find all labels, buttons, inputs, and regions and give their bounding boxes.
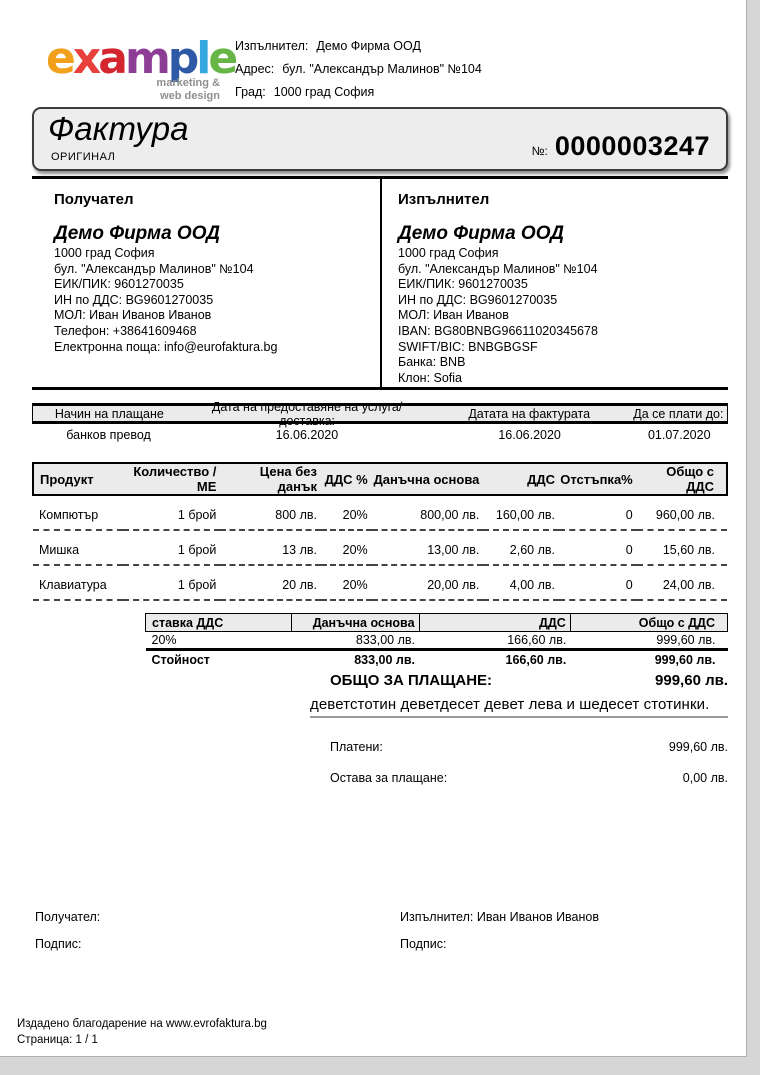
supplier-detail-line: IBAN: BG80BNBG96611020345678: [398, 323, 598, 338]
due-value: 0,00 лв.: [682, 771, 728, 785]
payment-header-cell: Да се плати до:: [633, 406, 724, 421]
item-cell: 1 брой: [123, 565, 220, 600]
amount-in-words: деветстотин деветдесет девет лева и шедесет стотинки.: [310, 696, 728, 718]
grand-total-row: [310, 672, 728, 689]
invoice-banner: [32, 107, 728, 171]
item-cell: 13,00 лв.: [372, 530, 484, 565]
paid-label: Платени:: [330, 740, 383, 754]
item-cell: Мишка: [33, 530, 123, 565]
vat-total-cell: 999,60 лв.: [654, 653, 716, 668]
supplier-signature: [400, 911, 599, 965]
supplier-signature-person: Иван Иванов Иванов: [476, 910, 600, 924]
vat-total-row: [146, 650, 728, 670]
supplier-signature-label: Подпис:: [400, 937, 447, 951]
supplier-name-value: Демо Фирма ООД: [316, 39, 421, 53]
supplier-address-value: бул. "Александър Малинов" №104: [282, 62, 482, 76]
vat-cell: 833,00 лв.: [291, 632, 419, 650]
supplier-city-value: 1000 град София: [273, 85, 375, 99]
items-header-cell: ДДС %: [321, 463, 372, 495]
vat-cell: 20%: [146, 632, 292, 650]
invoice-title: Фактура: [48, 110, 189, 147]
recipient-details: [54, 246, 277, 355]
recipient-detail-line: Телефон: +38641609468: [54, 323, 197, 338]
recipient-detail-line: ИН по ДДС: BG9601270035: [54, 292, 214, 307]
recipient-heading: Получател: [54, 191, 134, 208]
vat-total-cell: 833,00 лв.: [354, 653, 416, 668]
item-cell: Компютър: [33, 495, 123, 530]
vat-cell: 166,60 лв.: [419, 632, 570, 650]
supplier-signature-role: Изпълнител:: [400, 910, 474, 924]
paid-value: 999,60 лв.: [668, 740, 728, 754]
recipient-detail-line: МОЛ: Иван Иванов Иванов: [54, 308, 212, 323]
parties-divider: [380, 179, 382, 387]
item-cell: 20%: [321, 565, 372, 600]
payment-info-table: [32, 399, 728, 445]
company-logo: [46, 33, 236, 103]
vat-total-cell: 166,60 лв.: [505, 653, 567, 668]
items-header-row: [33, 463, 727, 495]
vat-total-cell: Стойност: [151, 653, 210, 668]
grand-total-label: ОБЩО ЗА ПЛАЩАНЕ:: [330, 672, 493, 689]
party-supplier: [398, 191, 598, 386]
item-cell: 20%: [321, 530, 372, 565]
item-cell: 15,60 лв.: [637, 530, 727, 565]
items-header-cell: Продукт: [33, 463, 123, 495]
supplier-heading: Изпълнител: [398, 191, 490, 208]
payment-header-cell: Датата на фактурата: [468, 406, 591, 421]
due-row: [310, 771, 728, 785]
invoice-copy-type: ОРИГИНАЛ: [51, 151, 116, 163]
supplier-name-row: [235, 40, 482, 53]
items-table: [32, 462, 728, 601]
invoice-number-label: №:: [531, 144, 548, 158]
supplier-summary: [235, 40, 482, 109]
supplier-detail-line: Банка: BNB: [398, 355, 466, 370]
item-cell: 0: [559, 530, 637, 565]
items-header-cell: Общо с ДДС: [637, 463, 727, 495]
vat-header-cell: Данъчна основа: [291, 614, 419, 632]
item-row: [33, 495, 727, 530]
supplier-city-label: Град:: [235, 85, 266, 99]
party-recipient: [54, 191, 277, 355]
supplier-detail-line: ИН по ДДС: BG9601270035: [398, 292, 558, 307]
items-header-cell: Количество / МЕ: [123, 463, 220, 495]
grand-total-value: 999,60 лв.: [655, 672, 728, 689]
item-cell: 13 лв.: [220, 530, 321, 565]
recipient-signature: [35, 911, 100, 965]
totals-section: [310, 672, 728, 785]
item-cell: 800 лв.: [220, 495, 321, 530]
payment-delivery-date: 16.06.2020: [275, 427, 339, 442]
recipient-detail-line: Електронна поща: info@eurofaktura.bg: [54, 339, 278, 354]
payment-method-value: банков превод: [66, 427, 151, 442]
vat-header-row: [146, 614, 728, 632]
supplier-address-row: [235, 63, 482, 76]
supplier-city-row: [235, 86, 482, 99]
invoice-number: 0000003247: [554, 131, 710, 161]
payment-due-date: 01.07.2020: [647, 427, 711, 442]
supplier-signature-name: [400, 911, 599, 924]
item-cell: Клавиатура: [33, 565, 123, 600]
recipient-detail-line: 1000 град София: [54, 246, 155, 260]
supplier-company-name: Демо Фирма ООД: [398, 223, 564, 244]
supplier-detail-line: 1000 град София: [398, 246, 499, 260]
page-footer: [17, 1017, 267, 1048]
recipient-signature-label: Подпис:: [35, 937, 82, 951]
payment-header-cell: Начин на плащане: [54, 406, 164, 421]
payment-invoice-date: 16.06.2020: [498, 427, 561, 442]
item-cell: 800,00 лв.: [372, 495, 484, 530]
payment-header-row: [32, 399, 728, 428]
payment-value-row: [32, 424, 728, 445]
item-row: [33, 530, 727, 565]
item-cell: 4,00 лв.: [483, 565, 559, 600]
vat-cell: 999,60 лв.: [570, 632, 727, 650]
item-cell: 20,00 лв.: [372, 565, 484, 600]
item-row: [33, 565, 727, 600]
logo-tagline-line2: web design: [160, 90, 220, 102]
supplier-detail-line: SWIFT/BIC: BNBGBGSF: [398, 339, 538, 354]
vat-header-cell: ДДС: [419, 614, 570, 632]
vat-rate-row: [146, 632, 728, 650]
items-header-cell: Отстъпка%: [559, 463, 637, 495]
item-cell: 20%: [321, 495, 372, 530]
supplier-address-label: Адрес:: [235, 62, 275, 76]
logo-tagline-line1: marketing &: [156, 77, 220, 89]
item-cell: 960,00 лв.: [637, 495, 727, 530]
logo-wordmark: example: [46, 33, 236, 84]
invoice-number-group: [532, 131, 710, 162]
item-cell: 0: [559, 565, 637, 600]
parties-section: [32, 179, 728, 390]
item-cell: 1 брой: [123, 530, 220, 565]
due-label: Остава за плащане:: [330, 771, 448, 785]
vat-summary-table: [145, 613, 728, 670]
vat-header-cell: ставка ДДС: [146, 614, 292, 632]
recipient-signature-name: Получател:: [35, 910, 101, 924]
recipient-company-name: Демо Фирма ООД: [54, 223, 220, 244]
footer-page-number: Страница: 1 / 1: [17, 1033, 98, 1046]
item-cell: 24,00 лв.: [637, 565, 727, 600]
supplier-detail-line: Клон: Sofia: [398, 370, 463, 385]
payment-header-cell: Дата на предоставяне на услуга/доставка:: [211, 399, 403, 428]
vat-header-cell: Общо с ДДС: [570, 614, 727, 632]
item-cell: 2,60 лв.: [483, 530, 559, 565]
supplier-details: [398, 246, 598, 386]
item-cell: 1 брой: [123, 495, 220, 530]
recipient-detail-line: ЕИК/ПИК: 9601270035: [54, 277, 184, 292]
items-header-cell: Цена без данък: [220, 463, 321, 495]
items-header-cell: Данъчна основа: [372, 463, 484, 495]
item-cell: 20 лв.: [220, 565, 321, 600]
supplier-detail-line: бул. "Александър Малинов" №104: [398, 261, 598, 276]
items-header-cell: ДДС: [483, 463, 559, 495]
paid-row: [310, 740, 728, 754]
footer-credit: Издадено благодарение на www.evrofaktura.bg: [17, 1018, 267, 1030]
item-cell: 160,00 лв.: [483, 495, 559, 530]
item-cell: 0: [559, 495, 637, 530]
supplier-detail-line: МОЛ: Иван Иванов: [398, 308, 509, 323]
recipient-detail-line: бул. "Александър Малинов" №104: [54, 261, 254, 276]
supplier-name-label: Изпълнител:: [235, 39, 309, 53]
supplier-detail-line: ЕИК/ПИК: 9601270035: [398, 277, 528, 292]
